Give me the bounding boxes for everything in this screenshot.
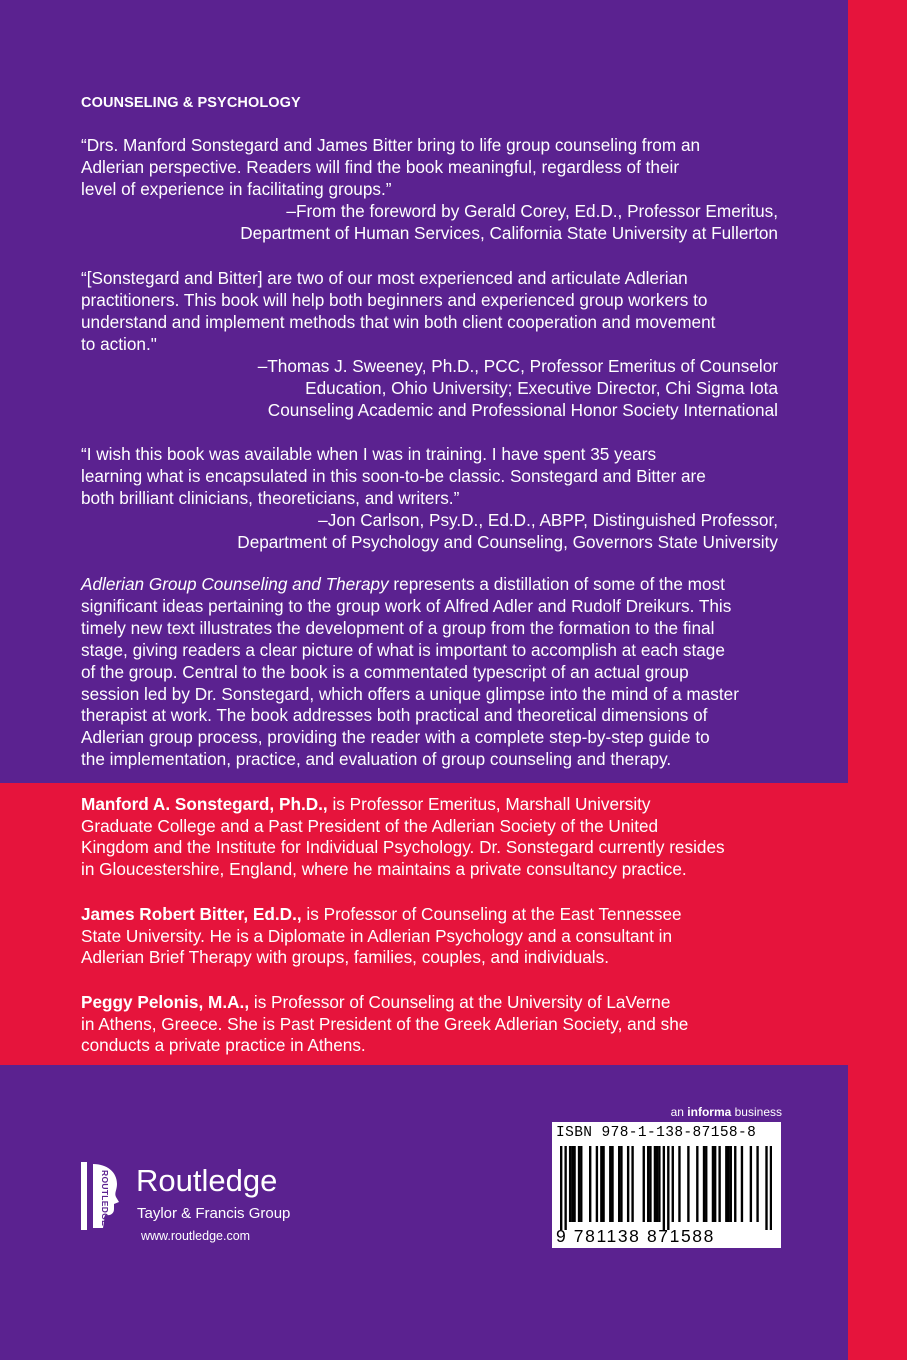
barcode-bar bbox=[703, 1146, 705, 1222]
routledge-head-icon bbox=[79, 1162, 121, 1230]
description-line: timely new text illustrates the development of a group from the formation to the final bbox=[81, 617, 715, 638]
barcode-bar bbox=[718, 1146, 720, 1222]
isbn-label: ISBN 978-1-138-87158-8 bbox=[556, 1125, 757, 1141]
barcode-bar bbox=[712, 1146, 714, 1222]
barcode-bar bbox=[643, 1146, 645, 1222]
quote-attribution: –Thomas J. Sweeney, Ph.D., PCC, Professor Emeritus of Counselor bbox=[257, 356, 778, 376]
barcode-bar bbox=[727, 1146, 729, 1222]
author-bio-sonstegard: Manford A. Sonstegard, Ph.D., is Professor Emeritus, Marshall University Graduate College and a Past President of the Adlerian Society of the United Kingdom and the Institute for Individual Psychology. Dr. Sonstegard currently resides in Gloucestershire, England, where he maintains a private consultancy practice. bbox=[81, 794, 781, 881]
quote-attribution: –Jon Carlson, Psy.D., Ed.D., ABPP, Distinguished Professor, bbox=[318, 510, 778, 530]
barcode-bar bbox=[741, 1146, 743, 1222]
endorsement-quote-sweeney bbox=[81, 267, 778, 421]
bio-line: State University. He is a Diplomate in Adlerian Psychology and a consultant in bbox=[81, 925, 673, 946]
logo-vertical-text: ROUTLEDGE bbox=[100, 1170, 110, 1227]
barcode-bar bbox=[678, 1146, 680, 1222]
barcode-bar bbox=[589, 1146, 591, 1222]
author-name: James Robert Bitter, Ed.D., bbox=[81, 904, 302, 924]
quote-line: “Drs. Manford Sonstegard and James Bitter bring to life group counseling from an bbox=[81, 135, 701, 155]
bio-line: in Athens, Greece. She is Past President of the Greek Adlerian Society, and she bbox=[81, 1013, 689, 1034]
barcode-bar bbox=[770, 1146, 772, 1230]
barcode-bar bbox=[656, 1146, 658, 1222]
barcode-bar bbox=[765, 1146, 767, 1230]
spine-stripe bbox=[848, 0, 907, 1360]
quote-line: learning what is encapsulated in this soon-to-be classic. Sonstegard and Bitter are bbox=[81, 466, 706, 486]
description-line: therapist at work. The book addresses both practical and theoretical dimensions of bbox=[81, 705, 708, 726]
quote-line: Adlerian perspective. Readers will find the book meaningful, regardless of their bbox=[81, 157, 680, 177]
barcode-bar bbox=[663, 1146, 665, 1230]
barcode-bar bbox=[580, 1146, 582, 1222]
publisher-name: Routledge bbox=[136, 1163, 278, 1198]
quote-attribution: –From the foreword by Gerald Corey, Ed.D., Professor Emeritus, bbox=[286, 201, 778, 221]
endorsement-quote-carlson bbox=[81, 443, 778, 553]
publisher-group: Taylor & Francis Group bbox=[137, 1205, 291, 1222]
barcode-bar bbox=[750, 1146, 752, 1222]
description-line: Adlerian group process, providing the reader with a complete step-by-step guide to bbox=[81, 727, 710, 748]
barcode-bar bbox=[569, 1146, 571, 1222]
quote-line: understand and implement methods that win both client cooperation and movement bbox=[81, 312, 716, 332]
author-name: Manford A. Sonstegard, Ph.D., bbox=[81, 794, 328, 814]
quote-line: “I wish this book was available when I was in training. I have spent 35 years bbox=[81, 444, 657, 464]
barcode-bar bbox=[631, 1146, 633, 1222]
bio-line: Kingdom and the Institute for Individual Psychology. Dr. Sonstegard currently resides bbox=[81, 837, 725, 858]
description-line: the implementation, practice, and evaluation of group counseling and therapy. bbox=[81, 749, 672, 770]
author-bio-bitter: James Robert Bitter, Ed.D., is Professor of Counseling at the East Tennessee State University. He is a Diplomate in Adlerian Psychology and a consultant in Adlerian Brief Therapy with groups, families, couples, and individuals. bbox=[81, 904, 781, 969]
bio-line: conducts a private practice in Athens. bbox=[81, 1035, 366, 1056]
description-line: Adlerian Group Counseling and Therapy represents a distillation of some of the most bbox=[81, 574, 725, 594]
quote-line: practitioners. This book will help both beginners and experienced group workers to bbox=[81, 290, 708, 310]
quote-attribution: Education, Ohio University; Executive Director, Chi Sigma Iota bbox=[305, 378, 778, 398]
barcode-bar bbox=[627, 1146, 629, 1222]
barcode-bar bbox=[672, 1146, 674, 1222]
informa-tagline: an informa business bbox=[670, 1105, 782, 1119]
publisher-url[interactable]: www.routledge.com bbox=[141, 1229, 251, 1243]
barcode-bar bbox=[696, 1146, 698, 1222]
barcode-bar bbox=[705, 1146, 707, 1222]
quote-line: to action." bbox=[81, 334, 157, 354]
barcode-bar bbox=[560, 1146, 562, 1230]
description-line: session led by Dr. Sonstegard, which offers a unique glimpse into the mind of a master bbox=[81, 683, 739, 704]
quote-line: level of experience in facilitating groups.” bbox=[81, 179, 392, 199]
barcode-bar bbox=[609, 1146, 611, 1222]
barcode-bar bbox=[618, 1146, 620, 1222]
barcode-bar bbox=[649, 1146, 651, 1222]
barcode-bar bbox=[573, 1146, 575, 1222]
quote-attribution: Department of Psychology and Counseling, Governors State University bbox=[237, 532, 778, 552]
barcode-bar bbox=[611, 1146, 613, 1222]
barcode-bar bbox=[658, 1146, 660, 1222]
book-title: Adlerian Group Counseling and Therapy bbox=[81, 574, 389, 594]
bio-line: Adlerian Brief Therapy with groups, families, couples, and individuals. bbox=[81, 947, 609, 968]
author-name: Peggy Pelonis, M.A., bbox=[81, 992, 250, 1012]
book-description bbox=[81, 574, 778, 771]
barcode-bar bbox=[687, 1146, 689, 1222]
bio-line: in Gloucestershire, England, where he maintains a private consultancy practice. bbox=[81, 859, 687, 880]
barcode-bar bbox=[596, 1146, 598, 1222]
barcode-bar bbox=[756, 1146, 758, 1222]
barcode-bar bbox=[620, 1146, 622, 1222]
description-line: stage, giving readers a clear picture of what is important to accomplish at each stage bbox=[81, 639, 725, 660]
quote-line: “[Sonstegard and Bitter] are two of our most experienced and articulate Adlerian bbox=[81, 268, 688, 288]
endorsement-quote-corey bbox=[81, 134, 778, 244]
barcode-digits: 9 781138 871588 bbox=[556, 1226, 715, 1246]
barcode-icon bbox=[560, 1146, 772, 1230]
barcode-bar bbox=[734, 1146, 736, 1222]
barcode-bar bbox=[578, 1146, 580, 1222]
barcode-bar bbox=[667, 1146, 669, 1230]
author-bio-pelonis: Peggy Pelonis, M.A., is Professor of Counseling at the University of LaVerne in Athens, Greece. She is Past President of the Greek Adlerian Society, and she conducts a private practice in Athens. bbox=[81, 992, 781, 1057]
barcode-bar bbox=[725, 1146, 727, 1222]
quote-attribution: Department of Human Services, California State University at Fullerton bbox=[240, 223, 778, 243]
barcode-bar bbox=[654, 1146, 656, 1222]
barcode-bar bbox=[730, 1146, 732, 1222]
bio-line: Graduate College and a Past President of the Adlerian Society of the United bbox=[81, 815, 659, 836]
barcode-bar bbox=[647, 1146, 649, 1222]
barcode-bar bbox=[600, 1146, 602, 1222]
quote-attribution: Counseling Academic and Professional Honor Society International bbox=[267, 400, 778, 420]
barcode-bar bbox=[571, 1146, 573, 1222]
barcode-bar bbox=[564, 1146, 566, 1230]
barcode-bar bbox=[714, 1146, 716, 1222]
description-line: significant ideas pertaining to the group work of Alfred Adler and Rudolf Dreikurs. This bbox=[81, 595, 732, 616]
quote-line: both brilliant clinicians, theoreticians, and writers.” bbox=[81, 488, 460, 508]
barcode-bar bbox=[602, 1146, 604, 1222]
description-line: of the group. Central to the book is a commentated typescript of an actual group bbox=[81, 661, 689, 682]
category-label: COUNSELING & PSYCHOLOGY bbox=[81, 95, 301, 111]
